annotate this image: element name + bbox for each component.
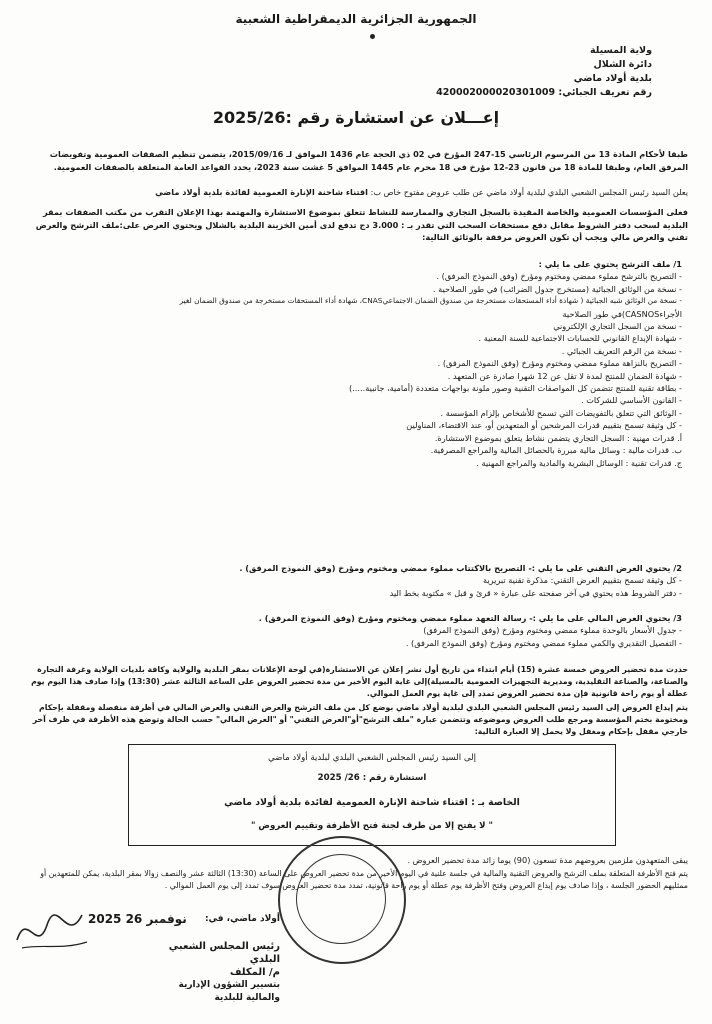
capacity-item: ب. قدرات مالية : وسائل مالية مبررة بالحصائل المالية والمراجع المصرفية.	[430, 445, 682, 456]
place-date: أولاد ماضي، في:	[204, 914, 280, 924]
list-item: - شهادة الإيداع القانوني للحسابات الاجتماعية للسنة المعنية .	[478, 333, 682, 344]
fiscal-id-line: رقم تعريف الجبائي: 420002000020301009	[436, 87, 652, 98]
deadline-paragraph: حددت مدة تحضير العروض خمسة عشرة (15) أيام ابتداء من تاريخ أول نشر إعلان عن الاستشارة(في لوحة الإعلانات بمقر البلدية والولاية وكافة بلديات الولاية وغرفة التجارة والصناعة، والصناعة التقليدية، ومديرية التجهيزات العمومية بالمسيلة)إلى غاية اليوم الأخير من مدة تحضير العروض على الساعة الثالثة عشر (13:30) وإذا صادف هذا اليوم يوم عطلة أو يوم راحة قانونية فإن مدة تحضير العروض تمدد إلى غاية يوم العمل الموالي.	[31, 665, 688, 698]
list-item: - نسخة من السجل التجاري الإلكتروني	[553, 321, 682, 332]
section-2-heading: 2/ يحتوي العرض التقني على ما يلي :- التصريح بالاكتتاب مملوء ممضي ومختوم ومؤرخ (وفق النموذج المرفق) .	[239, 563, 682, 573]
page-title: إعـــلان عن استشارة رقم :2025/26	[212, 108, 500, 127]
section-3	[22, 612, 682, 649]
list-item: - بطاقة تقنية للمنتج تتضمن كل المواصفات التقنية وصور ملونة بواجهات متعددة (أمامية، جانبية.....)	[349, 383, 682, 394]
envelope-to: إلى السيد رئيس المجلس الشعبي البلدي لبلدية أولاد ماضي	[268, 753, 476, 763]
list-item: - شهادة الضمان للمنتج لمدة لا تقل عن 12 شهرا صادرة عن المتعهد .	[447, 370, 682, 381]
list-item: - جدول الأسعار بالوحدة مملوء ممضي ومختوم ومؤرخ (وفق النموذج المرفق)	[423, 625, 682, 636]
envelope-ref: استشارة رقم : 26/ 2025	[317, 773, 427, 783]
list-item: - الوثائق التي تتعلق بالتفويضات التي تسمح للأشخاص بإلزام المؤسسة .	[440, 407, 682, 418]
section-1	[22, 258, 682, 469]
intro-lead: يعلن السيد رئيس المجلس الشعبي البلدي لبلدية أولاد ماضي عن طلب عروض مفتوح خاص ب:	[367, 187, 688, 197]
signatory-role-2: م/ المكلف	[229, 967, 280, 978]
republic-header: الجمهورية الجزائرية الديمقراطية الشعبية	[235, 12, 477, 26]
intro-paragraph-1: طبقا لأحكام المادة 13 من المرسوم الرئاسي 15-247 المؤرخ في 02 ذي الحجة عام 1436 الموافق لـ 2015/09/16، يتضمن تنظيم الصفقات العمومية وتفويضات المرفق العام، وطبقا للمادة 18 من قانون 23-12 مؤرخ في 18 محرم عام 1445 الموافق 5 غشت سنة 2023، يحدد القواعد العامة المتعلقة بالصفقات العمومية.	[49, 149, 688, 172]
envelope-note: " لا يفتح إلا من طرف لجنة فتح الأظرفة وتقييم العروض "	[250, 821, 494, 831]
list-item: الأجراءCASNOS)في طور الصلاحية	[562, 308, 682, 319]
capacity-item: أ. قدرات مهنية : السجل التجاري يتضمن نشاط يتعلق بموضوع الاستشارة.	[434, 432, 682, 443]
validity-line: يبقى المتعهدون ملزمين بعروضهم مدة تسعون (90) يوما زائد مدة تحضير العروض .	[407, 855, 688, 865]
wilaya-line: ولاية المسيلة	[590, 45, 652, 56]
list-item: - القانون الأساسي للشركات .	[580, 395, 682, 406]
intro-paragraph-2	[24, 186, 688, 199]
section-2	[22, 562, 682, 599]
envelope-subject: الخاصة بـ : اقتناء شاحنة الإنارة العمومية لفائدة بلدية أولاد ماضي	[224, 797, 520, 808]
envelope-box	[128, 744, 616, 846]
intro-paragraph-3: فعلى المؤسسات العمومية والخاصة المقيدة بالسجل التجاري والممارسة للنشاط تتعلق بموضوع الاستشارة والمهتمة بهذا الإعلان التقرب من مكتب الصفقات بمقر البلدية لسحب دفتر الشروط مقابل دفع مستحقات السحب التي تقدر بـ : 3.000 دج تدفع لدى أمين الخزينة البلدية بالشلال ويحتوي العرض على:ملف الترشح والعرض تقني والعرض مالي ويجب أن تكون العروض مرفقة بالوثائق التالية:	[35, 207, 688, 242]
intro-subject: اقتناء شاحنة الإنارة العمومية لفائدة بلدية أولاد ماضي	[155, 187, 368, 197]
capacity-item: ج. قدرات تقنية : الوسائل البشرية والمادية والمراجع المهنية .	[476, 457, 682, 468]
section-1-heading: 1/ ملف الترشح يحتوي على ما يلي :	[538, 259, 682, 269]
admin-block	[392, 44, 652, 100]
date-stamp: 2025 نوفمبر 26	[88, 912, 187, 926]
list-item: - كل وثيقة تسمح بتقييم قدرات المرشحين أو المتعهدين أو، عند الاقتضاء، المناولين	[406, 420, 682, 431]
list-item: - دفتر الشروط هذه يحتوي في آخر صفحته على عبارة « قرئ و قبل » مكتوبة بخط اليد	[389, 587, 682, 598]
list-item: - نسخة من الوثائق شبه الجبائية ( شهادة أداء المستحقات مستخرجة من صندوق الضمان الاجتماعيCNAS، شهادة أداء المستحقات مستخرجة من صندوق الضمان لغير	[179, 296, 682, 306]
list-item: - كل وثيقة تسمح بتقييم العرض التقني: مذكرة تقنية تبريرية	[482, 575, 682, 586]
signatory-role-1: رئيس المجلس الشعبي البلدي	[168, 941, 280, 965]
daira-line: دائرة الشلال	[593, 59, 652, 70]
section-3-heading: 3/ يحتوي العرض المالي على ما يلي :- رسالة التعهد مملوء ممضي ومختوم ومؤرخ (وفق النموذج المرفق) .	[258, 613, 682, 623]
list-item: - التصريح بالترشح مملوء ممضي ومختوم ومؤرخ (وفق النموذج المرفق) .	[436, 271, 682, 282]
header-dot	[370, 34, 375, 39]
official-round-stamp-inner	[296, 854, 386, 944]
list-item: - التصريح بالنزاهة مملوء ممضي ومختوم ومؤرخ (وفق النموذج المرفق) .	[437, 358, 682, 369]
list-item: - نسخة من الوثائق الجبائية (مستخرج جدول الضرائب) في طور الصلاحية .	[432, 283, 682, 294]
signatory-role-3: بتسيير الشؤون الإدارية والمالية للبلدية	[178, 980, 280, 1003]
opening-paragraph: يتم فتح الأظرفة المتعلقة بملف الترشح والعروض التقنية والمالية في جلسة علنية في اليوم الأخير من مدة تحضير العروض على الساعة (13:30) الثالثة عشر والنصف زوالا بمقر البلدية، يمكن للمتعهدين أو ممثليهم الحضور الجلسة ، وإذا صادف يوم إيداع العروض وفتح الأظرفة يوم عطلة أو يوم راحة قانونية، تمدد مدة تحضير العروض سوف تمدد إلى يوم العمل الموالي .	[40, 869, 688, 890]
list-item: - التفصيل التقديري والكمي مملوء ممضي ومختوم ومؤرخ (وفق النموذج المرفق) .	[405, 637, 682, 648]
submission-paragraph: يتم إيداع العروض إلى السيد رئيس المجلس الشعبي البلدي لبلدية أولاد ماضي بوضع كل من ملف الترشح والعرض التقني والعرض المالي في أظرفة منفصلة ومقفلة بإحكام ومختومة بختم المؤسسة ومرجع طلب العروض وموضوعه وتتضمن عبارة "ملف الترشح"أو"العرض التقني" أو "العرض المالي" حسب الحالة وتوضع هذه الأظرفة في ظرف آخر خارجي مقفل بإحكام ومغفل ولا يحمل إلا العبارة التالية:	[32, 703, 688, 736]
signatory-block	[150, 940, 280, 1005]
list-item: - نسخة من الرقم التعريف الجبائي .	[561, 345, 682, 356]
handwritten-signature	[12, 900, 92, 960]
commune-line: بلدية أولاد ماضي	[573, 73, 652, 84]
